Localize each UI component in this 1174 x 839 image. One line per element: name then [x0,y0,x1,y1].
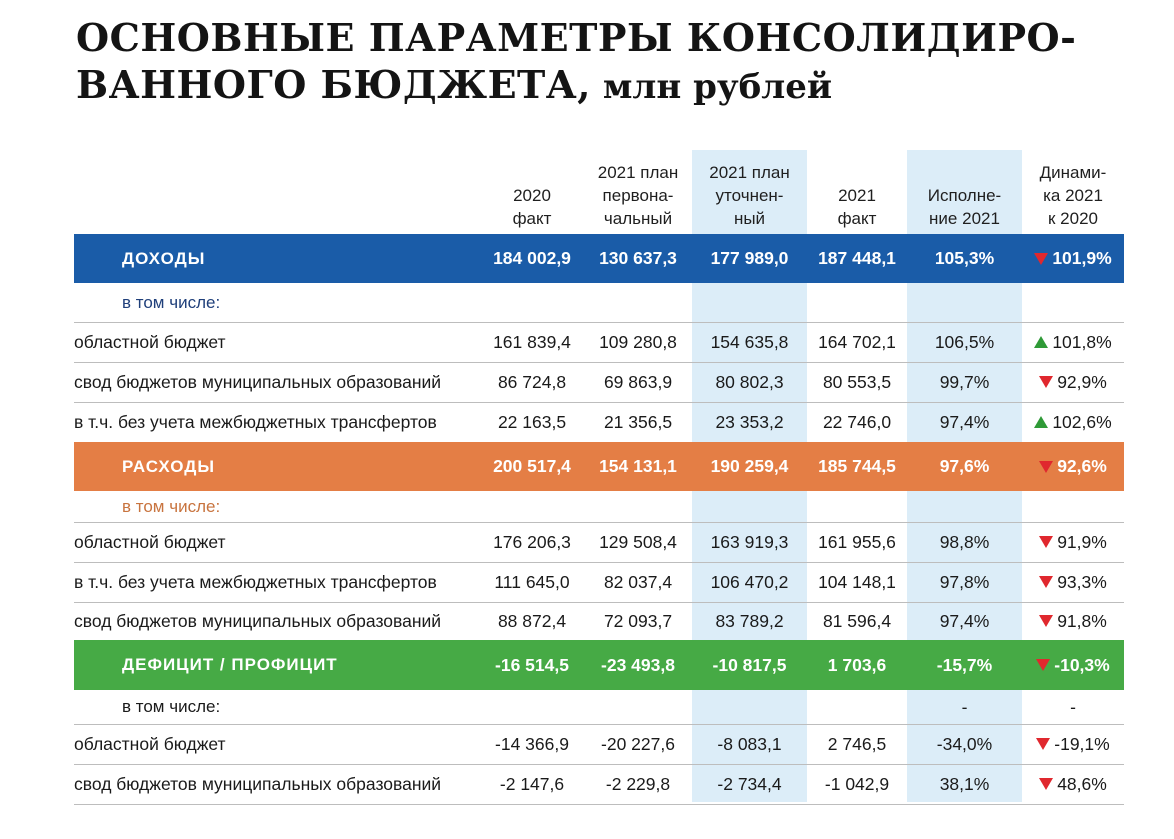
value-cell [692,234,807,283]
value-text: 176 206,3 [493,531,571,552]
column-header [584,161,692,230]
value-text: -34,0% [936,733,993,754]
subheading-row [74,690,1124,725]
value-text: 22 746,0 [822,411,892,432]
value-text: 111 645,0 [494,571,570,592]
value-cell [584,284,692,322]
value-text: 187 448,1 [818,248,896,268]
value-cell [692,690,807,724]
row-label: в т.ч. без учета межбюджетных трансфертов [74,571,437,592]
arrow-down-icon [1039,536,1053,548]
value-cell [584,724,692,764]
value-text: 22 163,5 [497,411,567,432]
value-cell [907,602,1022,640]
value-text: 106 470,2 [710,571,789,592]
value-text: 154 131,1 [599,456,677,476]
title-line-2: ВАННОГО БЮДЖЕТА, [76,62,591,107]
column-header [907,184,1022,230]
value-text: 91,8% [1057,610,1107,631]
table-row [74,764,1124,805]
value-cell [807,234,907,283]
value-text: 2 746,5 [827,733,887,754]
arrow-down-icon [1039,461,1053,473]
column-header-line: Динами- [1039,163,1107,182]
value-text: 97,6% [939,456,990,476]
value-text: 104 148,1 [818,571,896,592]
value-cell [478,724,586,764]
value-text: 82 037,4 [603,571,673,592]
value-cell [807,362,907,402]
value-text: 161 839,4 [493,331,571,352]
value-cell [478,602,586,640]
value-cell [807,522,907,562]
value-text: 80 802,3 [715,371,784,392]
value-text: 129 508,4 [599,531,677,552]
value-text: 48,6% [1057,773,1107,794]
arrow-up-icon [1034,416,1048,428]
value-text: -16 514,5 [495,654,569,675]
value-cell [478,640,586,690]
value-cell [1022,522,1124,562]
row-label: в том числе: [122,697,221,716]
value-text: 164 702,1 [818,331,896,352]
value-cell [1022,491,1124,522]
value-cell [692,322,807,362]
value-cell [478,522,586,562]
value-text: 101,9% [1052,248,1112,268]
value-text: 88 872,4 [497,610,567,631]
column-header-line: Исполне- [927,186,1002,205]
value-cell [692,602,807,640]
value-text: -2 229,8 [605,773,671,794]
arrow-up-icon [1034,336,1048,348]
value-text: 93,3% [1057,571,1107,592]
value-text: 72 093,7 [603,610,673,631]
title-line-1: ОСНОВНЫЕ ПАРАМЕТРЫ КОНСОЛИДИРО- [76,15,1077,60]
value-text: 97,4% [939,411,990,432]
value-text: 86 724,8 [497,371,567,392]
value-cell [807,690,907,724]
column-header [1022,161,1124,230]
row-label: свод бюджетов муниципальных образований [74,773,442,794]
value-cell [807,602,907,640]
value-text: -2 734,4 [717,773,782,794]
value-cell [478,562,586,602]
table-row [74,522,1124,563]
value-cell [478,491,586,522]
row-label: свод бюджетов муниципальных образований [74,610,442,631]
row-label: областной бюджет [74,331,226,352]
value-text: 80 553,5 [822,371,892,392]
column-header-line: ние 2021 [929,209,1000,228]
value-cell [1022,602,1124,640]
value-text: 130 637,3 [599,248,677,268]
value-cell [1022,442,1124,491]
value-cell [692,640,807,690]
arrow-down-icon [1039,615,1053,627]
subheading-row [74,491,1124,523]
column-header-line: ка 2021 [1043,186,1103,205]
value-cell [807,402,907,442]
value-cell [692,284,807,322]
value-cell [907,402,1022,442]
value-cell [584,402,692,442]
value-text: 184 002,9 [493,248,571,268]
value-cell [907,322,1022,362]
budget-table [74,0,1124,839]
table-row [74,362,1124,403]
value-text: -14 366,9 [495,733,569,754]
value-text: -23 493,8 [601,654,675,675]
value-cell [907,362,1022,402]
column-header-line: 2020 [513,186,551,205]
arrow-down-icon [1039,376,1053,388]
value-text: 185 744,5 [818,456,896,476]
value-cell [692,491,807,522]
value-text: 102,6% [1052,411,1112,432]
value-cell [1022,234,1124,283]
table-row [74,724,1124,765]
section-row [74,234,1124,283]
column-header-line: 2021 [838,186,876,205]
row-label: ДЕФИЦИТ / ПРОФИЦИТ [122,655,338,674]
value-text: 106,5% [934,331,995,352]
value-text: -15,7% [936,654,993,675]
value-text: 69 863,9 [603,371,673,392]
value-text: 81 596,4 [822,610,892,631]
section-row [74,640,1124,690]
value-cell [692,724,807,764]
value-text: - [1070,696,1076,717]
value-cell [907,284,1022,322]
table-row [74,402,1124,443]
value-text: -1 042,9 [824,773,890,794]
value-cell [478,402,586,442]
arrow-down-icon [1039,778,1053,790]
value-cell [584,491,692,522]
column-header [692,161,807,230]
value-text: 91,9% [1057,531,1107,552]
value-cell [807,640,907,690]
value-cell [584,234,692,283]
row-label: в том числе: [122,496,221,516]
value-cell [1022,640,1124,690]
value-cell [1022,284,1124,322]
value-cell [907,764,1022,804]
table-header [74,150,1124,234]
value-text: 83 789,2 [715,610,784,631]
value-cell [692,402,807,442]
value-text: -10,3% [1054,654,1110,675]
value-cell [478,284,586,322]
value-text: 92,9% [1057,371,1107,392]
value-cell [478,764,586,804]
column-header-line: уточнен- [715,186,784,205]
value-text: 97,4% [939,610,990,631]
value-text: 154 635,8 [710,331,789,352]
value-cell [907,640,1022,690]
value-cell [692,522,807,562]
value-cell [478,442,586,491]
column-header-line: ный [733,209,766,228]
value-text: -20 227,6 [601,733,675,754]
value-cell [584,322,692,362]
column-header-line: чальный [603,209,673,228]
row-label: свод бюджетов муниципальных образований [74,371,442,392]
value-cell [1022,690,1124,724]
value-cell [907,442,1022,491]
value-cell [1022,724,1124,764]
row-label: в том числе: [122,293,221,312]
value-cell [584,640,692,690]
value-cell [584,442,692,491]
section-row [74,442,1124,491]
value-cell [584,690,692,724]
value-cell [584,522,692,562]
value-text: 92,6% [1057,456,1107,476]
value-text: -19,1% [1054,733,1110,754]
column-header-line: 2021 план [709,163,790,182]
value-cell [907,724,1022,764]
value-cell [478,362,586,402]
row-label: в т.ч. без учета межбюджетных трансфертов [74,411,437,432]
value-cell [1022,362,1124,402]
value-text: 99,7% [939,371,990,392]
column-header-line: 2021 план [597,163,679,182]
value-cell [692,764,807,804]
value-cell [692,562,807,602]
table-row [74,602,1124,641]
value-text: 98,8% [939,531,990,552]
value-cell [1022,562,1124,602]
value-text: 101,8% [1052,331,1112,352]
value-cell [907,234,1022,283]
value-cell [907,562,1022,602]
row-label: РАСХОДЫ [122,456,215,476]
column-header-line: первона- [602,186,674,205]
value-text: -2 147,6 [499,773,565,794]
value-text: - [961,696,968,717]
value-text: -10 817,5 [712,654,787,675]
arrow-down-icon [1036,738,1050,750]
value-cell [907,491,1022,522]
value-cell [907,690,1022,724]
value-text: 105,3% [934,248,995,268]
value-cell [807,491,907,522]
value-cell [1022,322,1124,362]
column-header [807,184,907,230]
value-text: 177 989,0 [710,248,789,268]
value-cell [807,322,907,362]
value-cell [807,562,907,602]
value-text: 200 517,4 [493,456,571,476]
value-text: -8 083,1 [717,733,782,754]
value-text: 190 259,4 [710,456,789,476]
value-cell [1022,764,1124,804]
value-cell [478,322,586,362]
value-cell [584,362,692,402]
value-cell [584,764,692,804]
value-cell [478,234,586,283]
row-label: областной бюджет [74,733,226,754]
title-unit: млн рублей [591,67,833,107]
arrow-down-icon [1036,659,1050,671]
value-text: 97,8% [939,571,990,592]
value-cell [692,362,807,402]
value-cell [478,690,586,724]
value-cell [584,602,692,640]
value-cell [907,522,1022,562]
value-text: 109 280,8 [599,331,677,352]
row-label: ДОХОДЫ [122,248,206,268]
column-header [478,184,586,230]
subheading-row [74,284,1124,323]
value-text: 38,1% [939,773,990,794]
value-text: 21 356,5 [603,411,673,432]
value-text: 23 353,2 [715,411,784,432]
value-cell [807,442,907,491]
value-cell [1022,402,1124,442]
column-header-line: факт [512,209,552,228]
table-row [74,562,1124,603]
value-cell [807,764,907,804]
value-cell [807,284,907,322]
table-row [74,322,1124,363]
value-cell [584,562,692,602]
column-header-line: к 2020 [1048,209,1098,228]
column-header-line: факт [837,209,877,228]
value-text: 161 955,6 [818,531,896,552]
value-cell [807,724,907,764]
arrow-down-icon [1034,253,1048,265]
value-text: 1 703,6 [827,654,887,675]
row-label: областной бюджет [74,531,226,552]
value-text: 163 919,3 [710,531,789,552]
arrow-down-icon [1039,576,1053,588]
value-cell [692,442,807,491]
